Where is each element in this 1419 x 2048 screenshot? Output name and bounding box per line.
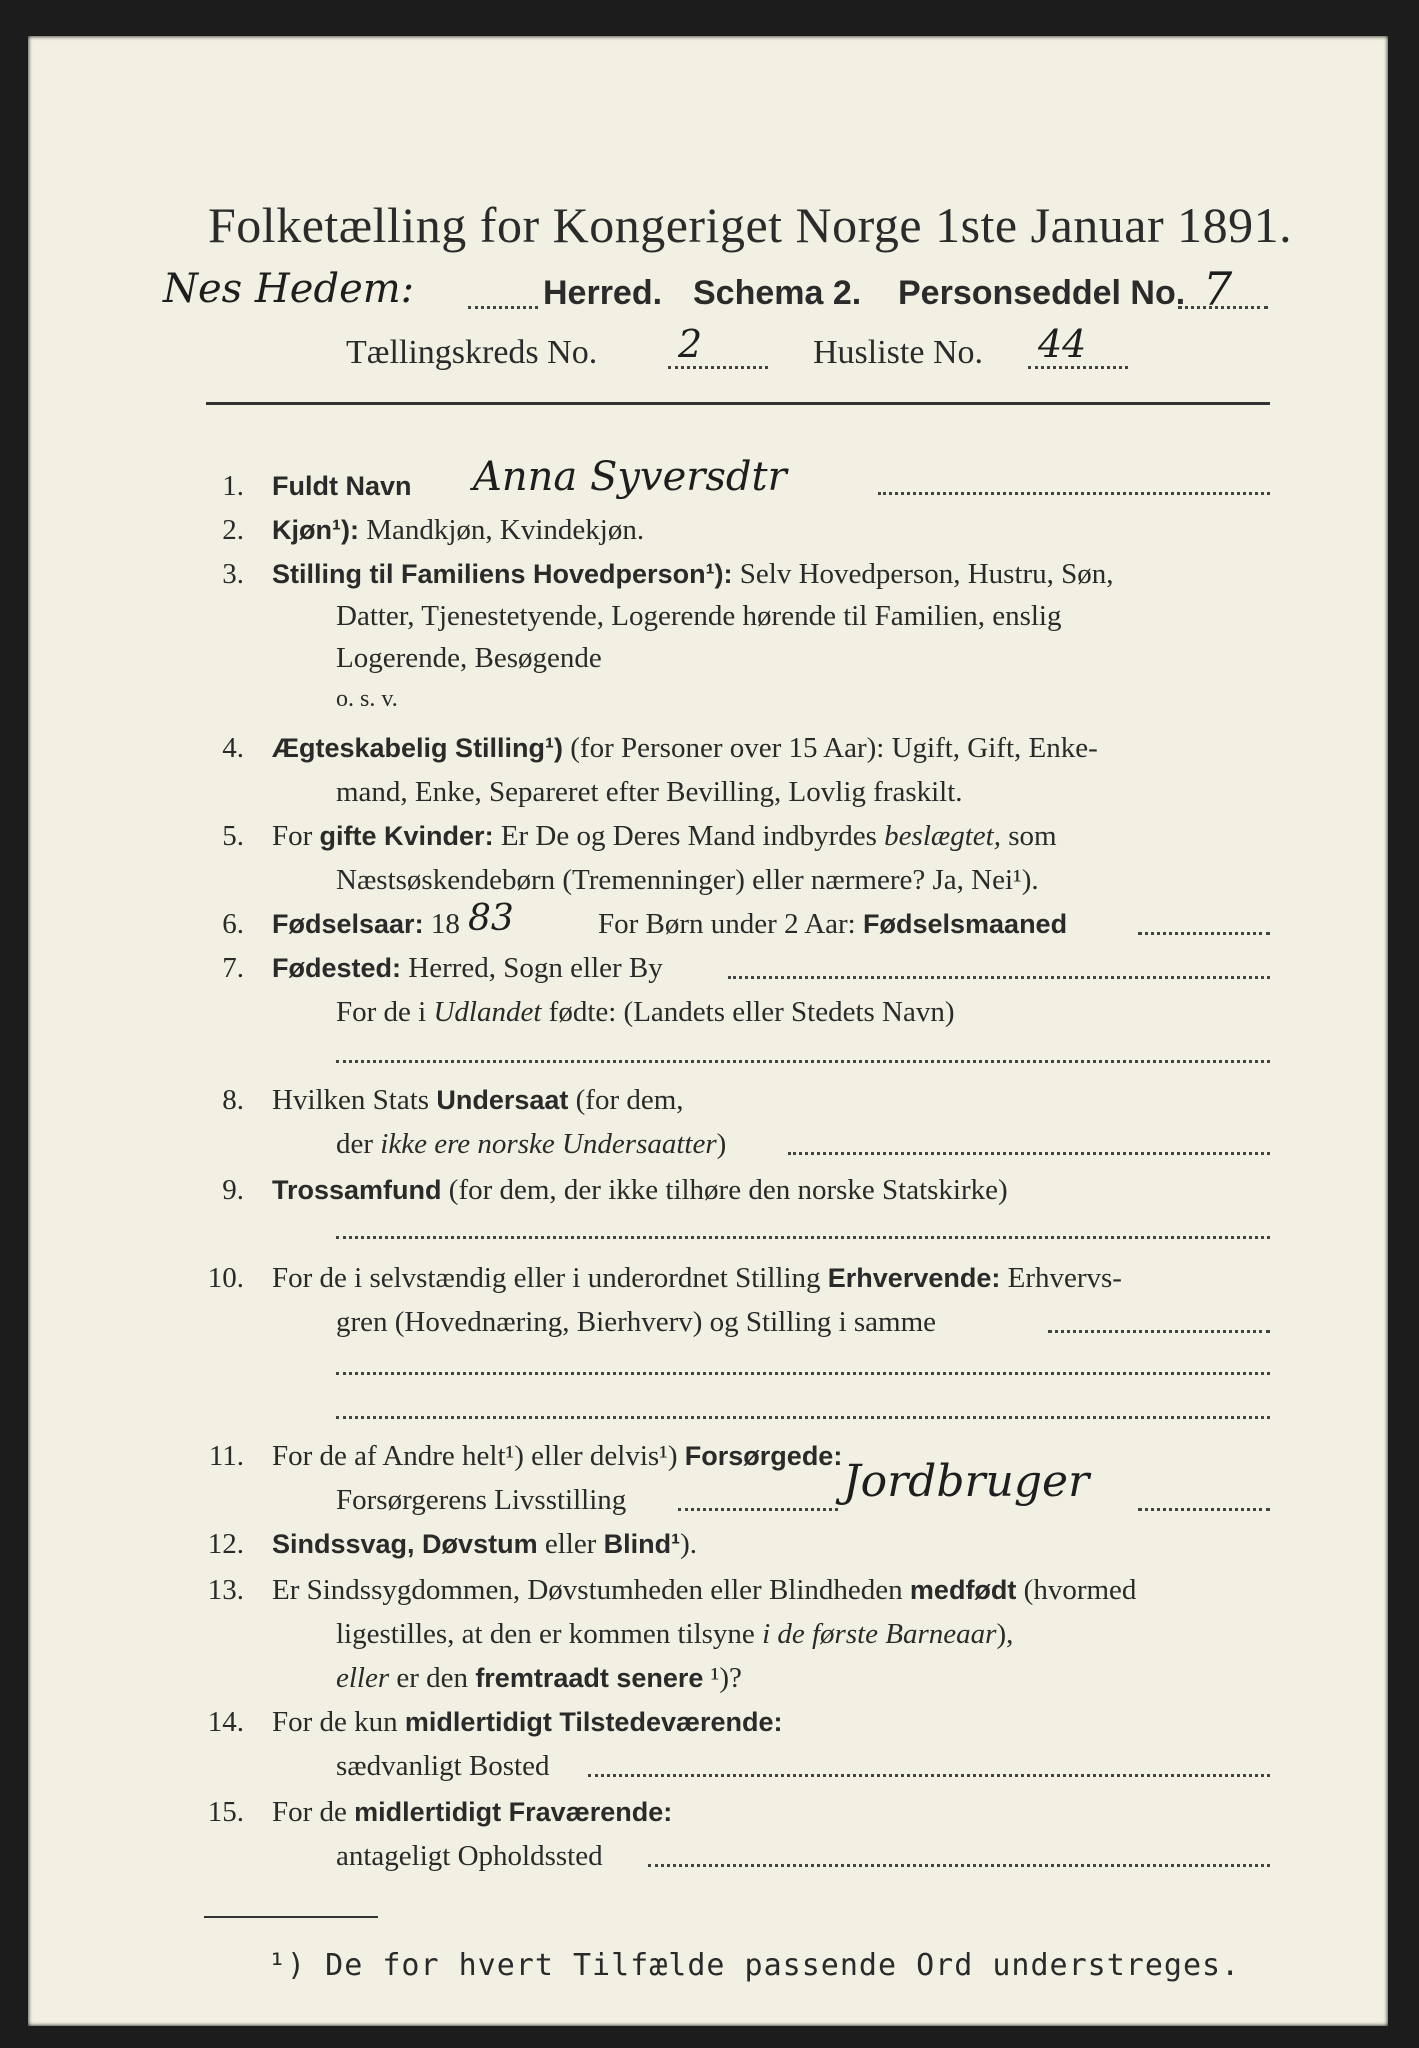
item-label: For gifte Kvinder: Er De og Deres Mand indbyrdes beslægtet, som <box>272 820 1057 852</box>
item-label: For de af Andre helt¹) eller delvis¹) Forsørgede: <box>272 1440 843 1472</box>
item-text-line: o. s. v. <box>336 686 398 712</box>
item-label: Fødested: Herred, Sogn eller By <box>272 952 663 984</box>
item-text-line: Logerende, Besøgende <box>336 642 602 674</box>
item-label: For de midlertidigt Fraværende: <box>272 1796 673 1828</box>
item-label: Fuldt Navn <box>272 471 412 501</box>
husliste-label: Husliste No. <box>813 334 983 371</box>
item-label: For de i selvstændig eller i underordnet Stilling Erhvervende: Erhvervs- <box>272 1262 1122 1294</box>
item-text-line: eller er den fremtraadt senere ¹)? <box>336 1662 742 1694</box>
item-number: 13. <box>207 1574 244 1606</box>
item-number: 2. <box>222 514 244 546</box>
item-text-line: Næstsøskendebørn (Tremenninger) eller nærmere? Ja, Nei¹). <box>336 864 1039 896</box>
item-number: 8. <box>222 1084 244 1116</box>
item-number: 10. <box>207 1262 244 1294</box>
item-number: 15. <box>207 1796 244 1828</box>
dots <box>728 976 1270 979</box>
personseddel-number: 7 <box>1203 262 1233 316</box>
dots <box>668 366 768 369</box>
item-number: 9. <box>222 1174 244 1206</box>
dots <box>336 1372 1270 1375</box>
dots <box>1048 1330 1270 1333</box>
header-rule <box>206 402 1270 405</box>
dots <box>336 1416 1270 1419</box>
item-number: 7. <box>222 952 244 984</box>
item-text-line: der ikke ere norske Undersaatter) <box>336 1128 727 1160</box>
dots <box>468 306 538 309</box>
item-label: Kjøn¹): Mandkjøn, Kvindekjøn. <box>272 514 645 546</box>
dots <box>878 492 1270 495</box>
item-number: 3. <box>222 558 244 590</box>
item-number: 1. <box>222 470 244 502</box>
item-text-line: Forsørgerens Livsstilling <box>336 1484 627 1516</box>
item-number: 6. <box>222 908 244 940</box>
item-number: 11. <box>208 1440 244 1472</box>
item-text-line: ligestilles, at den er kommen tilsyne i de første Barneaar), <box>336 1618 1014 1650</box>
item-number: 12. <box>207 1528 244 1560</box>
provider-occupation-handwritten: Jordbruger <box>843 1456 1090 1507</box>
personseddel-label: Personseddel No. <box>898 274 1186 312</box>
item-label: Fødselsaar: 18 <box>272 908 460 940</box>
item-text-line: gren (Hovednæring, Bierhverv) og Stilling i samme <box>336 1306 937 1338</box>
dots <box>648 1864 1270 1867</box>
item-text-line: antageligt Opholdssted <box>336 1840 603 1872</box>
item-text-line: For de i Udlandet fødte: (Landets eller Stedets Navn) <box>336 996 955 1028</box>
dots <box>588 1774 1270 1777</box>
dots <box>1138 932 1270 935</box>
dots <box>336 1060 1270 1063</box>
item-text-line: mand, Enke, Separeret efter Bevilling, Lovlig fraskilt. <box>336 776 963 808</box>
form-title: Folketælling for Kongeriget Norge 1ste Januar 1891. <box>208 197 1293 253</box>
item-number: 4. <box>222 732 244 764</box>
item-label: Trossamfund (for dem, der ikke tilhøre den norske Statskirke) <box>272 1174 1008 1206</box>
item-text-line: sædvanligt Bosted <box>336 1750 550 1782</box>
full-name-handwritten: Anna Syversdtr <box>473 454 787 500</box>
schema-label: Schema 2. <box>693 274 862 312</box>
item-text-line: For Børn under 2 Aar: Fødselsmaaned <box>598 908 1068 940</box>
taellingskreds-number: 2 <box>678 322 703 366</box>
footnote-rule <box>204 1916 378 1918</box>
item-label: For de kun midlertidigt Tilstedeværende: <box>272 1706 783 1738</box>
item-text-line: Datter, Tjenestetyende, Logerende hørende til Familien, enslig <box>336 600 1062 632</box>
dots <box>788 1152 1270 1155</box>
item-label: Hvilken Stats Undersaat (for dem, <box>272 1084 684 1116</box>
dots <box>678 1508 838 1511</box>
municipality-handwritten: Nes Hedem: <box>163 266 415 312</box>
dots <box>1138 1508 1270 1511</box>
taellingskreds-label: Tællingskreds No. <box>346 334 598 371</box>
dots <box>1028 366 1128 369</box>
item-label: Ægteskabelig Stilling¹) (for Personer over 15 Aar): Ugift, Gift, Enke- <box>272 732 1098 764</box>
footnote: ¹) De for hvert Tilfælde passende Ord understreges. <box>268 1948 1241 1983</box>
item-label: Er Sindssygdommen, Døvstumheden eller Blindheden medfødt (hvormed <box>272 1574 1137 1606</box>
item-label: Sindssvag, Døvstum eller Blind¹). <box>272 1528 697 1560</box>
item-number: 5. <box>222 820 244 852</box>
dots <box>1178 306 1268 309</box>
dots <box>336 1236 1270 1239</box>
census-form <box>28 36 1388 2026</box>
item-label: Stilling til Familiens Hovedperson¹): Selv Hovedperson, Hustru, Søn, <box>272 558 1114 590</box>
item-number: 14. <box>207 1706 244 1738</box>
birth-year-handwritten: 83 <box>468 898 514 939</box>
herred-label: Herred. <box>543 274 663 312</box>
husliste-number: 44 <box>1038 322 1087 366</box>
